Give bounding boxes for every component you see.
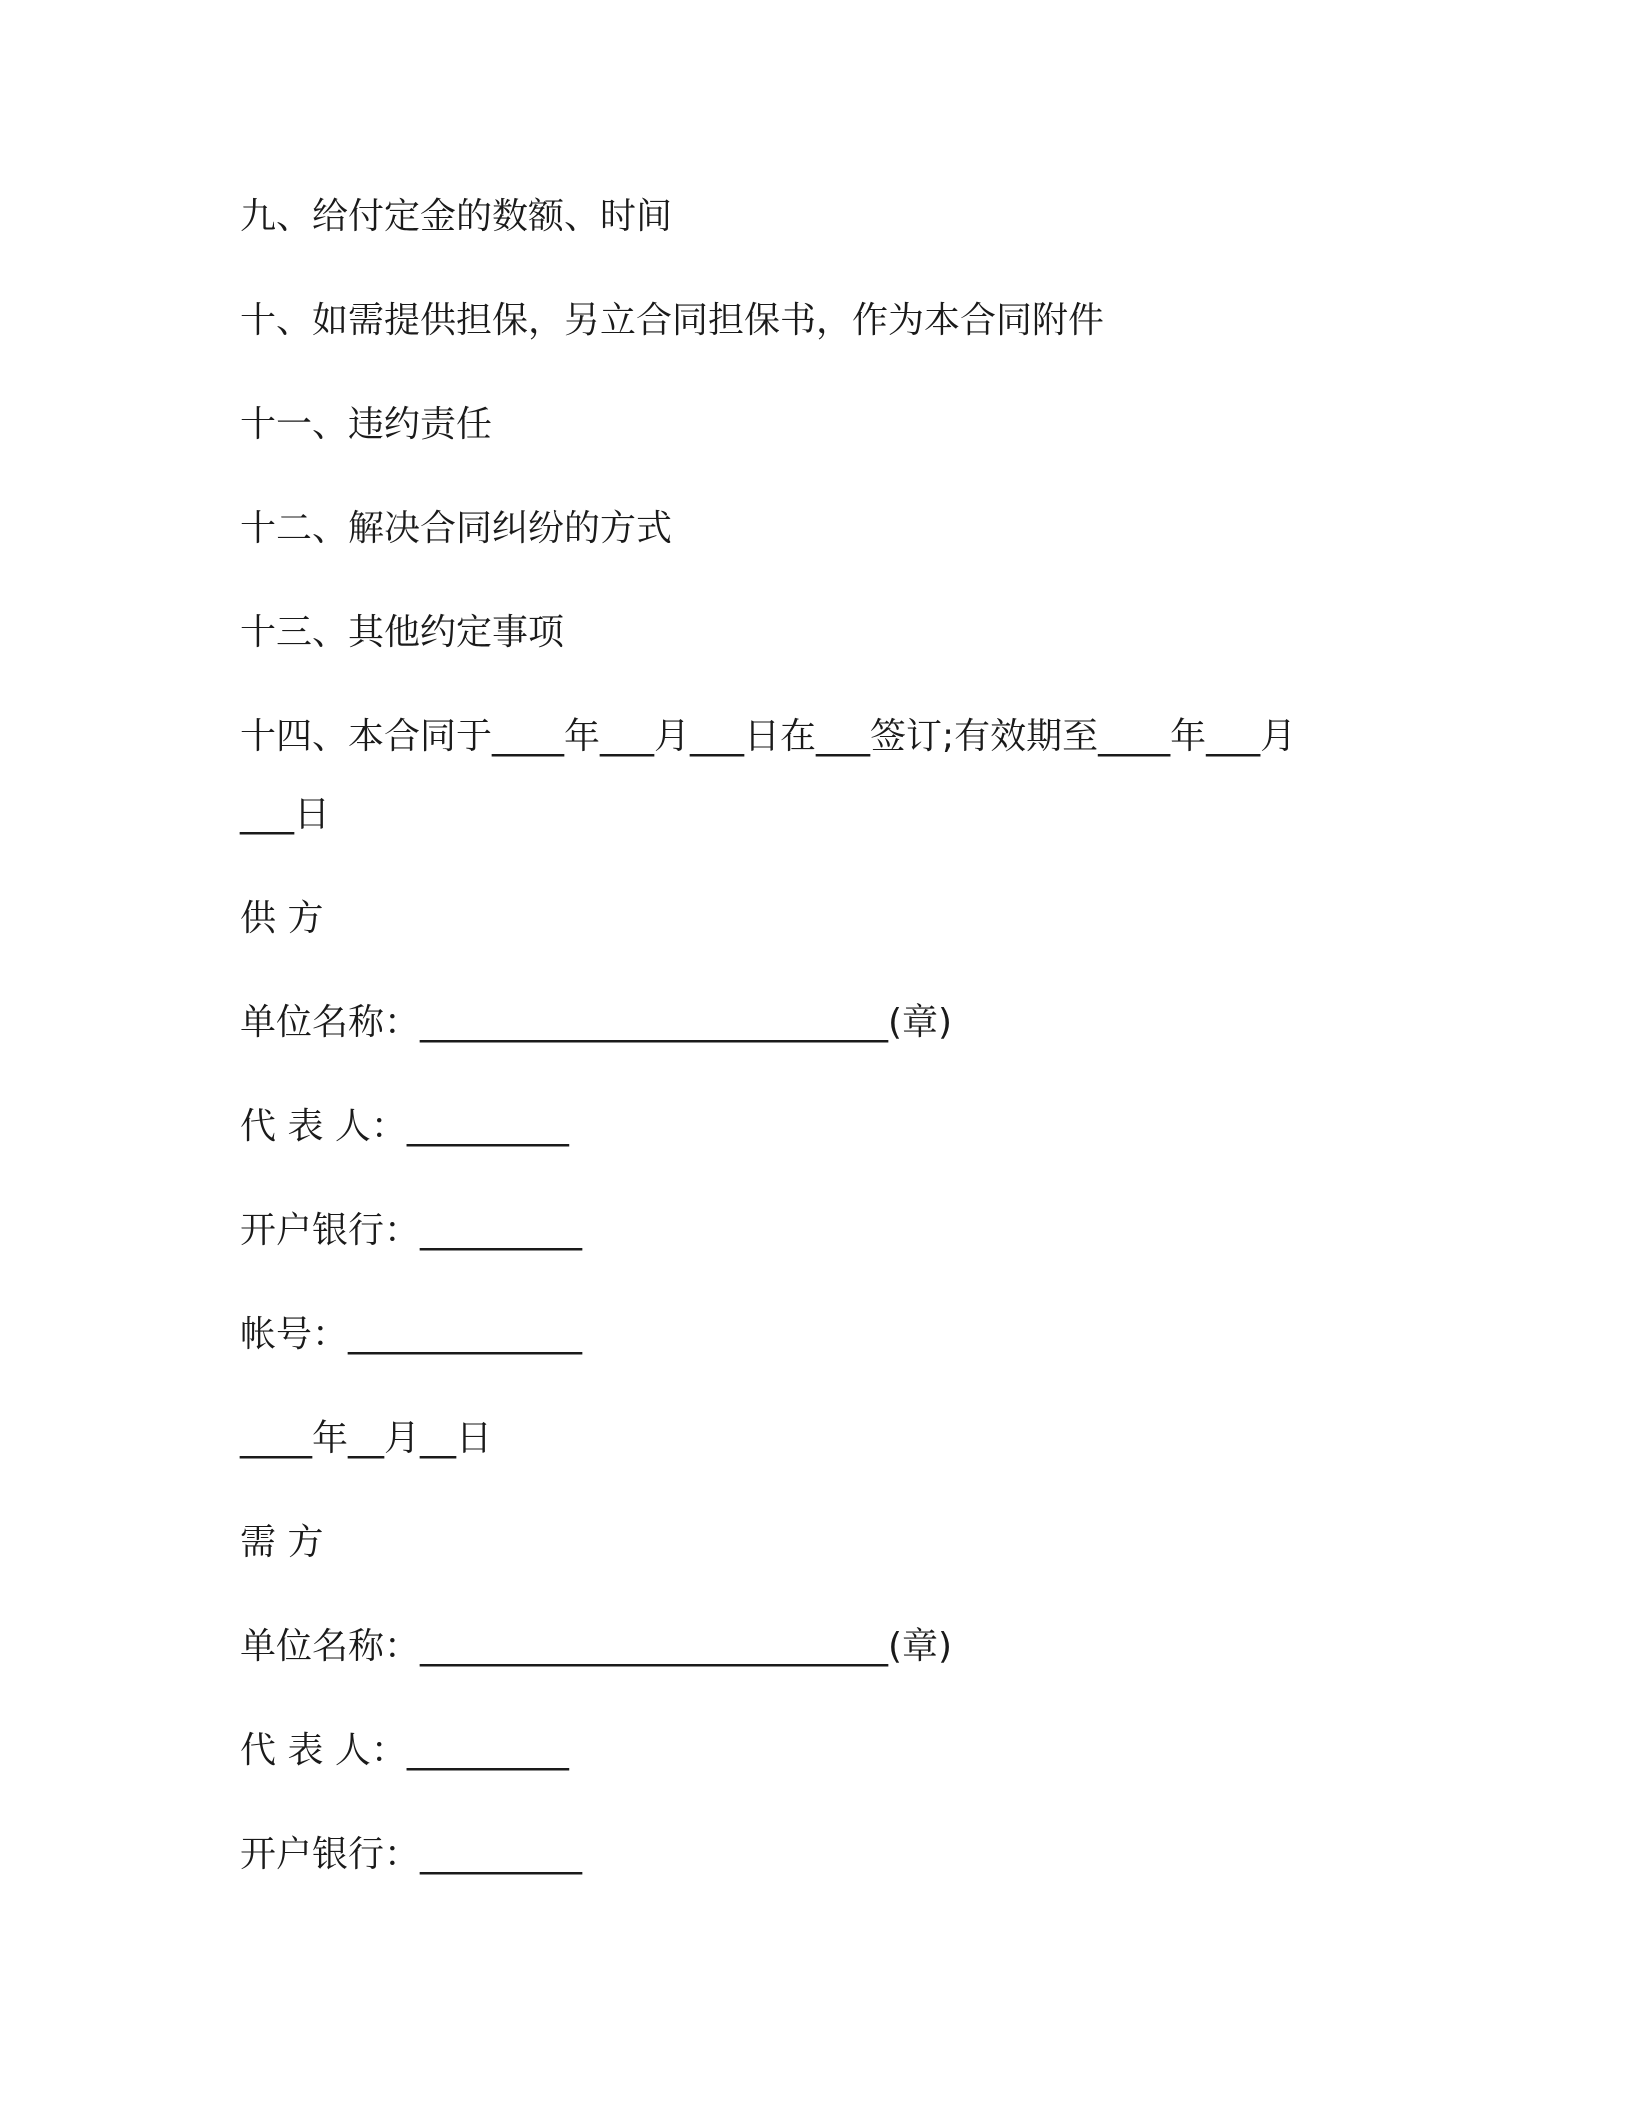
buyer-unit-name: 单位名称：__________________________(章) (240, 1626, 953, 1667)
buyer-heading: 需 方 (240, 1522, 324, 1563)
supplier-date: ____年__月__日 (240, 1418, 493, 1459)
buyer-bank: 开户银行：_________ (240, 1834, 583, 1875)
supplier-bank: 开户银行：_________ (240, 1210, 583, 1251)
clause-12-dispute: 十二、解决合同纠纷的方式 (240, 508, 673, 549)
clause-14-signing-date: 十四、本合同于____年___月___日在___签订;有效期至____年___月 (240, 716, 1297, 757)
supplier-representative: 代 表 人：_________ (240, 1106, 569, 1147)
clause-11-liability: 十一、违约责任 (240, 404, 493, 445)
clause-9-deposit: 九、给付定金的数额、时间 (240, 196, 673, 237)
clause-14-continuation: ___日 (240, 794, 331, 835)
clause-13-other: 十三、其他约定事项 (240, 612, 565, 653)
buyer-representative: 代 表 人：_________ (240, 1730, 569, 1771)
clause-10-guarantee: 十、如需提供担保，另立合同担保书，作为本合同附件 (240, 300, 1105, 341)
supplier-unit-name: 单位名称：__________________________(章) (240, 1002, 953, 1043)
supplier-heading: 供 方 (240, 898, 324, 939)
supplier-account: 帐号：_____________ (240, 1314, 583, 1355)
